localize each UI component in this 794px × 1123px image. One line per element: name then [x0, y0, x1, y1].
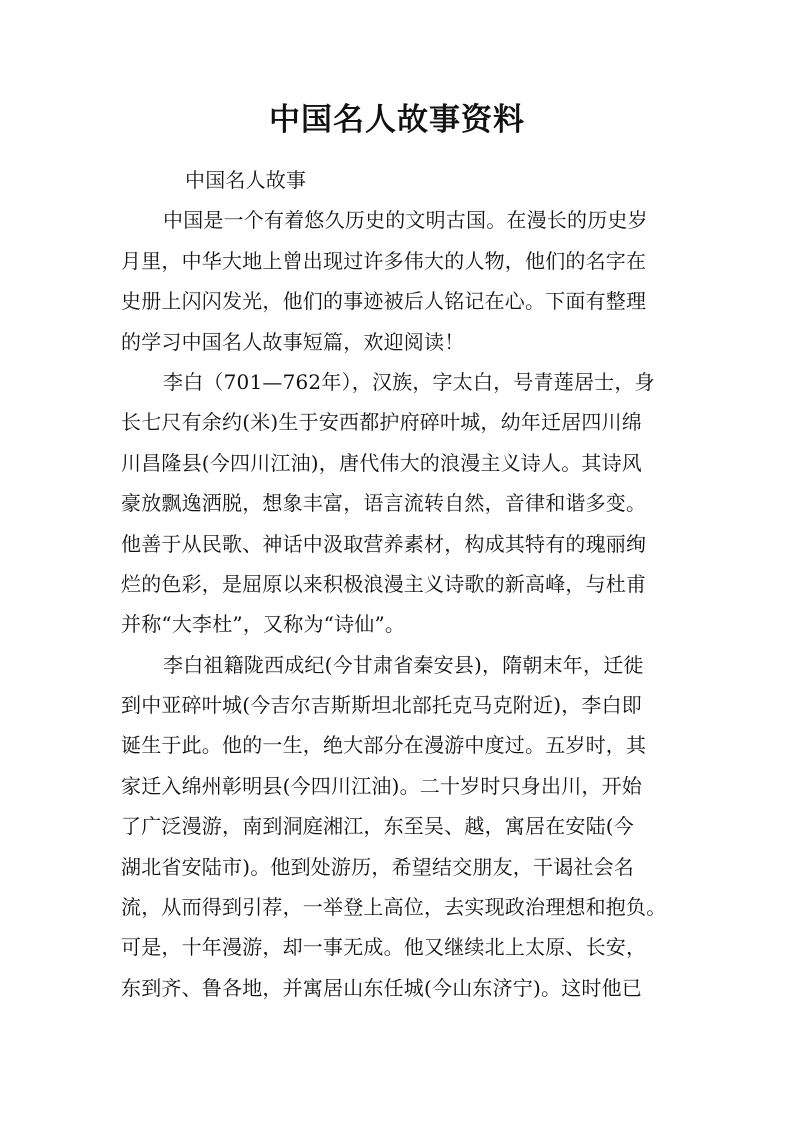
text-line: 李白（701—762年），汉族，字太白，号青莲居士，身	[163, 369, 655, 394]
text-line: 豪放飘逸洒脱，想象丰富，语言流转自然，音律和谐多变。	[121, 491, 647, 516]
text-line: 烂的色彩，是屈原以来积极浪漫主义诗歌的新高峰，与杜甫	[121, 571, 647, 596]
text-line: 东到齐、鲁各地，并寓居山东任城(今山东济宁)。这时他已	[121, 975, 643, 1000]
text-line: 川昌隆县(今四川江油)，唐代伟大的浪漫主义诗人。其诗风	[121, 450, 643, 475]
text-line: 月里，中华大地上曾出现过许多伟大的人物，他们的名字在	[121, 248, 647, 273]
document-title: 中国名人故事资料	[269, 102, 525, 138]
text-line: 家迁入绵州彰明县(今四川江油)。二十岁时只身出川，开始	[121, 773, 643, 798]
text-line: 中国是一个有着悠久历史的文明古国。在漫长的历史岁	[163, 208, 648, 233]
document-body	[121, 160, 687, 1008]
text-line: 他善于从民歌、神话中汲取营养素材，构成其特有的瑰丽绚	[121, 531, 647, 556]
text-line: 流，从而得到引荐，一举登上高位，去实现政治理想和抱负。	[121, 895, 667, 920]
text-line: 长七尺有余约(米)生于安西都护府碎叶城，幼年迁居四川绵	[121, 410, 643, 435]
section-heading: 中国名人故事	[185, 168, 307, 192]
text-line: 可是，十年漫游，却一事无成。他又继续北上太原、长安，	[121, 935, 647, 960]
text-line: 诞生于此。他的一生，绝大部分在漫游中度过。五岁时，其	[121, 733, 647, 758]
text-line: 湖北省安陆市)。他到处游历，希望结交朋友，干谒社会名	[121, 854, 635, 879]
text-line: 了广泛漫游，南到洞庭湘江，东至吴、越，寓居在安陆(今	[121, 814, 635, 839]
text-line: 并称“大李杜”，又称为“诗仙”。	[121, 612, 406, 637]
text-line: 的学习中国名人故事短篇，欢迎阅读！	[121, 329, 465, 354]
text-line: 到中亚碎叶城(今吉尔吉斯斯坦北部托克马克附近)，李白即	[121, 693, 643, 718]
text-line: 史册上闪闪发光，他们的事迹被后人铭记在心。下面有整理	[121, 289, 647, 314]
text-line: 李白祖籍陇西成纪(今甘肃省秦安县)，隋朝末年，迁徙	[163, 652, 644, 677]
